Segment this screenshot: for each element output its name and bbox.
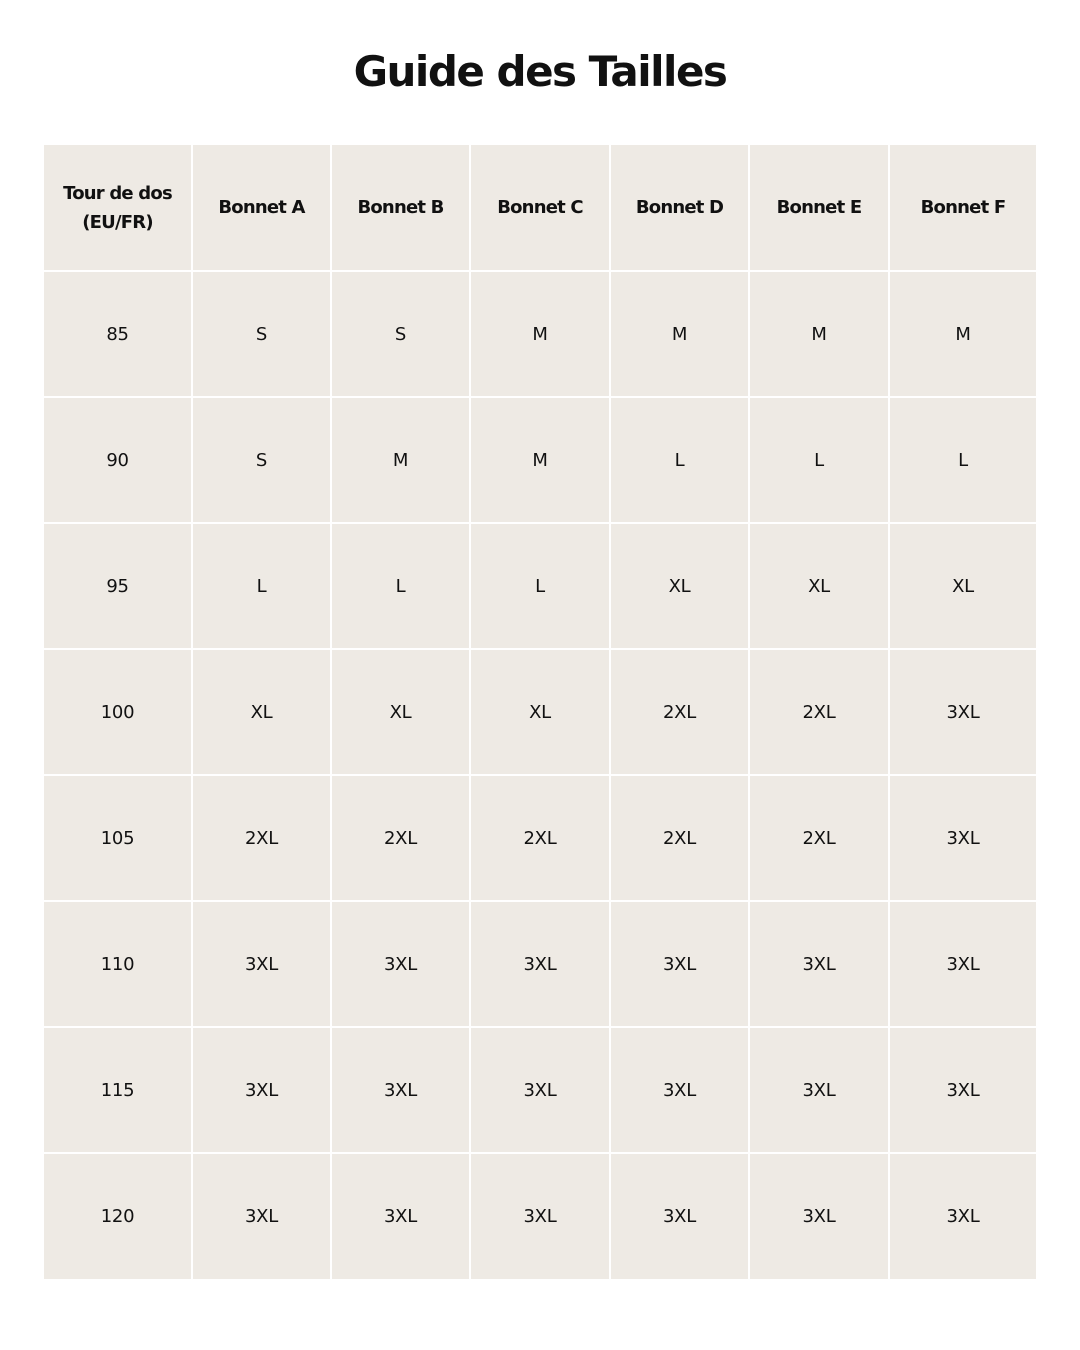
size-cell: XL (470, 649, 610, 775)
size-cell: 3XL (192, 901, 331, 1027)
size-cell: 3XL (749, 1027, 889, 1153)
size-cell: XL (889, 523, 1036, 649)
size-cell: L (889, 397, 1036, 523)
size-cell: 2XL (192, 775, 331, 901)
band-size-cell: 105 (44, 775, 192, 901)
size-cell: M (470, 271, 610, 397)
size-cell: 2XL (610, 649, 749, 775)
size-cell: 2XL (610, 775, 749, 901)
size-cell: XL (749, 523, 889, 649)
size-cell: XL (192, 649, 331, 775)
size-cell: 3XL (889, 775, 1036, 901)
table-row (44, 523, 1036, 649)
size-cell: 3XL (610, 1153, 749, 1279)
size-cell: M (749, 271, 889, 397)
size-cell: L (331, 523, 470, 649)
size-cell: 3XL (889, 649, 1036, 775)
header-cup-f: Bonnet F (889, 145, 1036, 271)
band-size-cell: 115 (44, 1027, 192, 1153)
header-cup-d: Bonnet D (610, 145, 749, 271)
size-cell: S (331, 271, 470, 397)
table-row (44, 1153, 1036, 1279)
size-cell: S (192, 271, 331, 397)
header-band-unit: (EU/FR) (82, 211, 153, 233)
size-cell: M (470, 397, 610, 523)
table-row (44, 901, 1036, 1027)
table-header-row (44, 145, 1036, 271)
size-cell: 3XL (749, 901, 889, 1027)
band-size-cell: 100 (44, 649, 192, 775)
size-cell: 3XL (331, 1153, 470, 1279)
size-cell: 3XL (192, 1153, 331, 1279)
size-guide-table (44, 145, 1036, 1279)
header-cup-b: Bonnet B (331, 145, 470, 271)
header-cup-a: Bonnet A (192, 145, 331, 271)
size-cell: 3XL (470, 1027, 610, 1153)
size-cell: XL (331, 649, 470, 775)
size-cell: 2XL (749, 775, 889, 901)
size-cell: S (192, 397, 331, 523)
size-cell: L (192, 523, 331, 649)
size-cell: M (331, 397, 470, 523)
size-cell: 2XL (470, 775, 610, 901)
size-cell: 3XL (889, 901, 1036, 1027)
size-cell: 3XL (610, 1027, 749, 1153)
size-cell: 3XL (331, 901, 470, 1027)
size-cell: L (610, 397, 749, 523)
band-size-cell: 85 (44, 271, 192, 397)
table-row (44, 775, 1036, 901)
table-row (44, 649, 1036, 775)
size-cell: 2XL (749, 649, 889, 775)
band-size-cell: 110 (44, 901, 192, 1027)
size-cell: L (749, 397, 889, 523)
size-cell: 3XL (749, 1153, 889, 1279)
size-cell: M (889, 271, 1036, 397)
table-row (44, 397, 1036, 523)
size-cell: 2XL (331, 775, 470, 901)
size-cell: 3XL (192, 1027, 331, 1153)
size-cell: 3XL (889, 1153, 1036, 1279)
size-cell: 3XL (610, 901, 749, 1027)
table-row (44, 271, 1036, 397)
size-cell: L (470, 523, 610, 649)
size-cell: 3XL (470, 1153, 610, 1279)
header-cup-c: Bonnet C (470, 145, 610, 271)
size-cell: 3XL (470, 901, 610, 1027)
header-band-label: Tour de dos (63, 182, 172, 204)
size-cell: 3XL (889, 1027, 1036, 1153)
band-size-cell: 90 (44, 397, 192, 523)
size-cell: M (610, 271, 749, 397)
band-size-cell: 120 (44, 1153, 192, 1279)
header-band-size (44, 145, 192, 271)
page-title: Guide des Tailles (353, 47, 727, 96)
band-size-cell: 95 (44, 523, 192, 649)
table-row (44, 1027, 1036, 1153)
size-cell: 3XL (331, 1027, 470, 1153)
header-cup-e: Bonnet E (749, 145, 889, 271)
size-cell: XL (610, 523, 749, 649)
